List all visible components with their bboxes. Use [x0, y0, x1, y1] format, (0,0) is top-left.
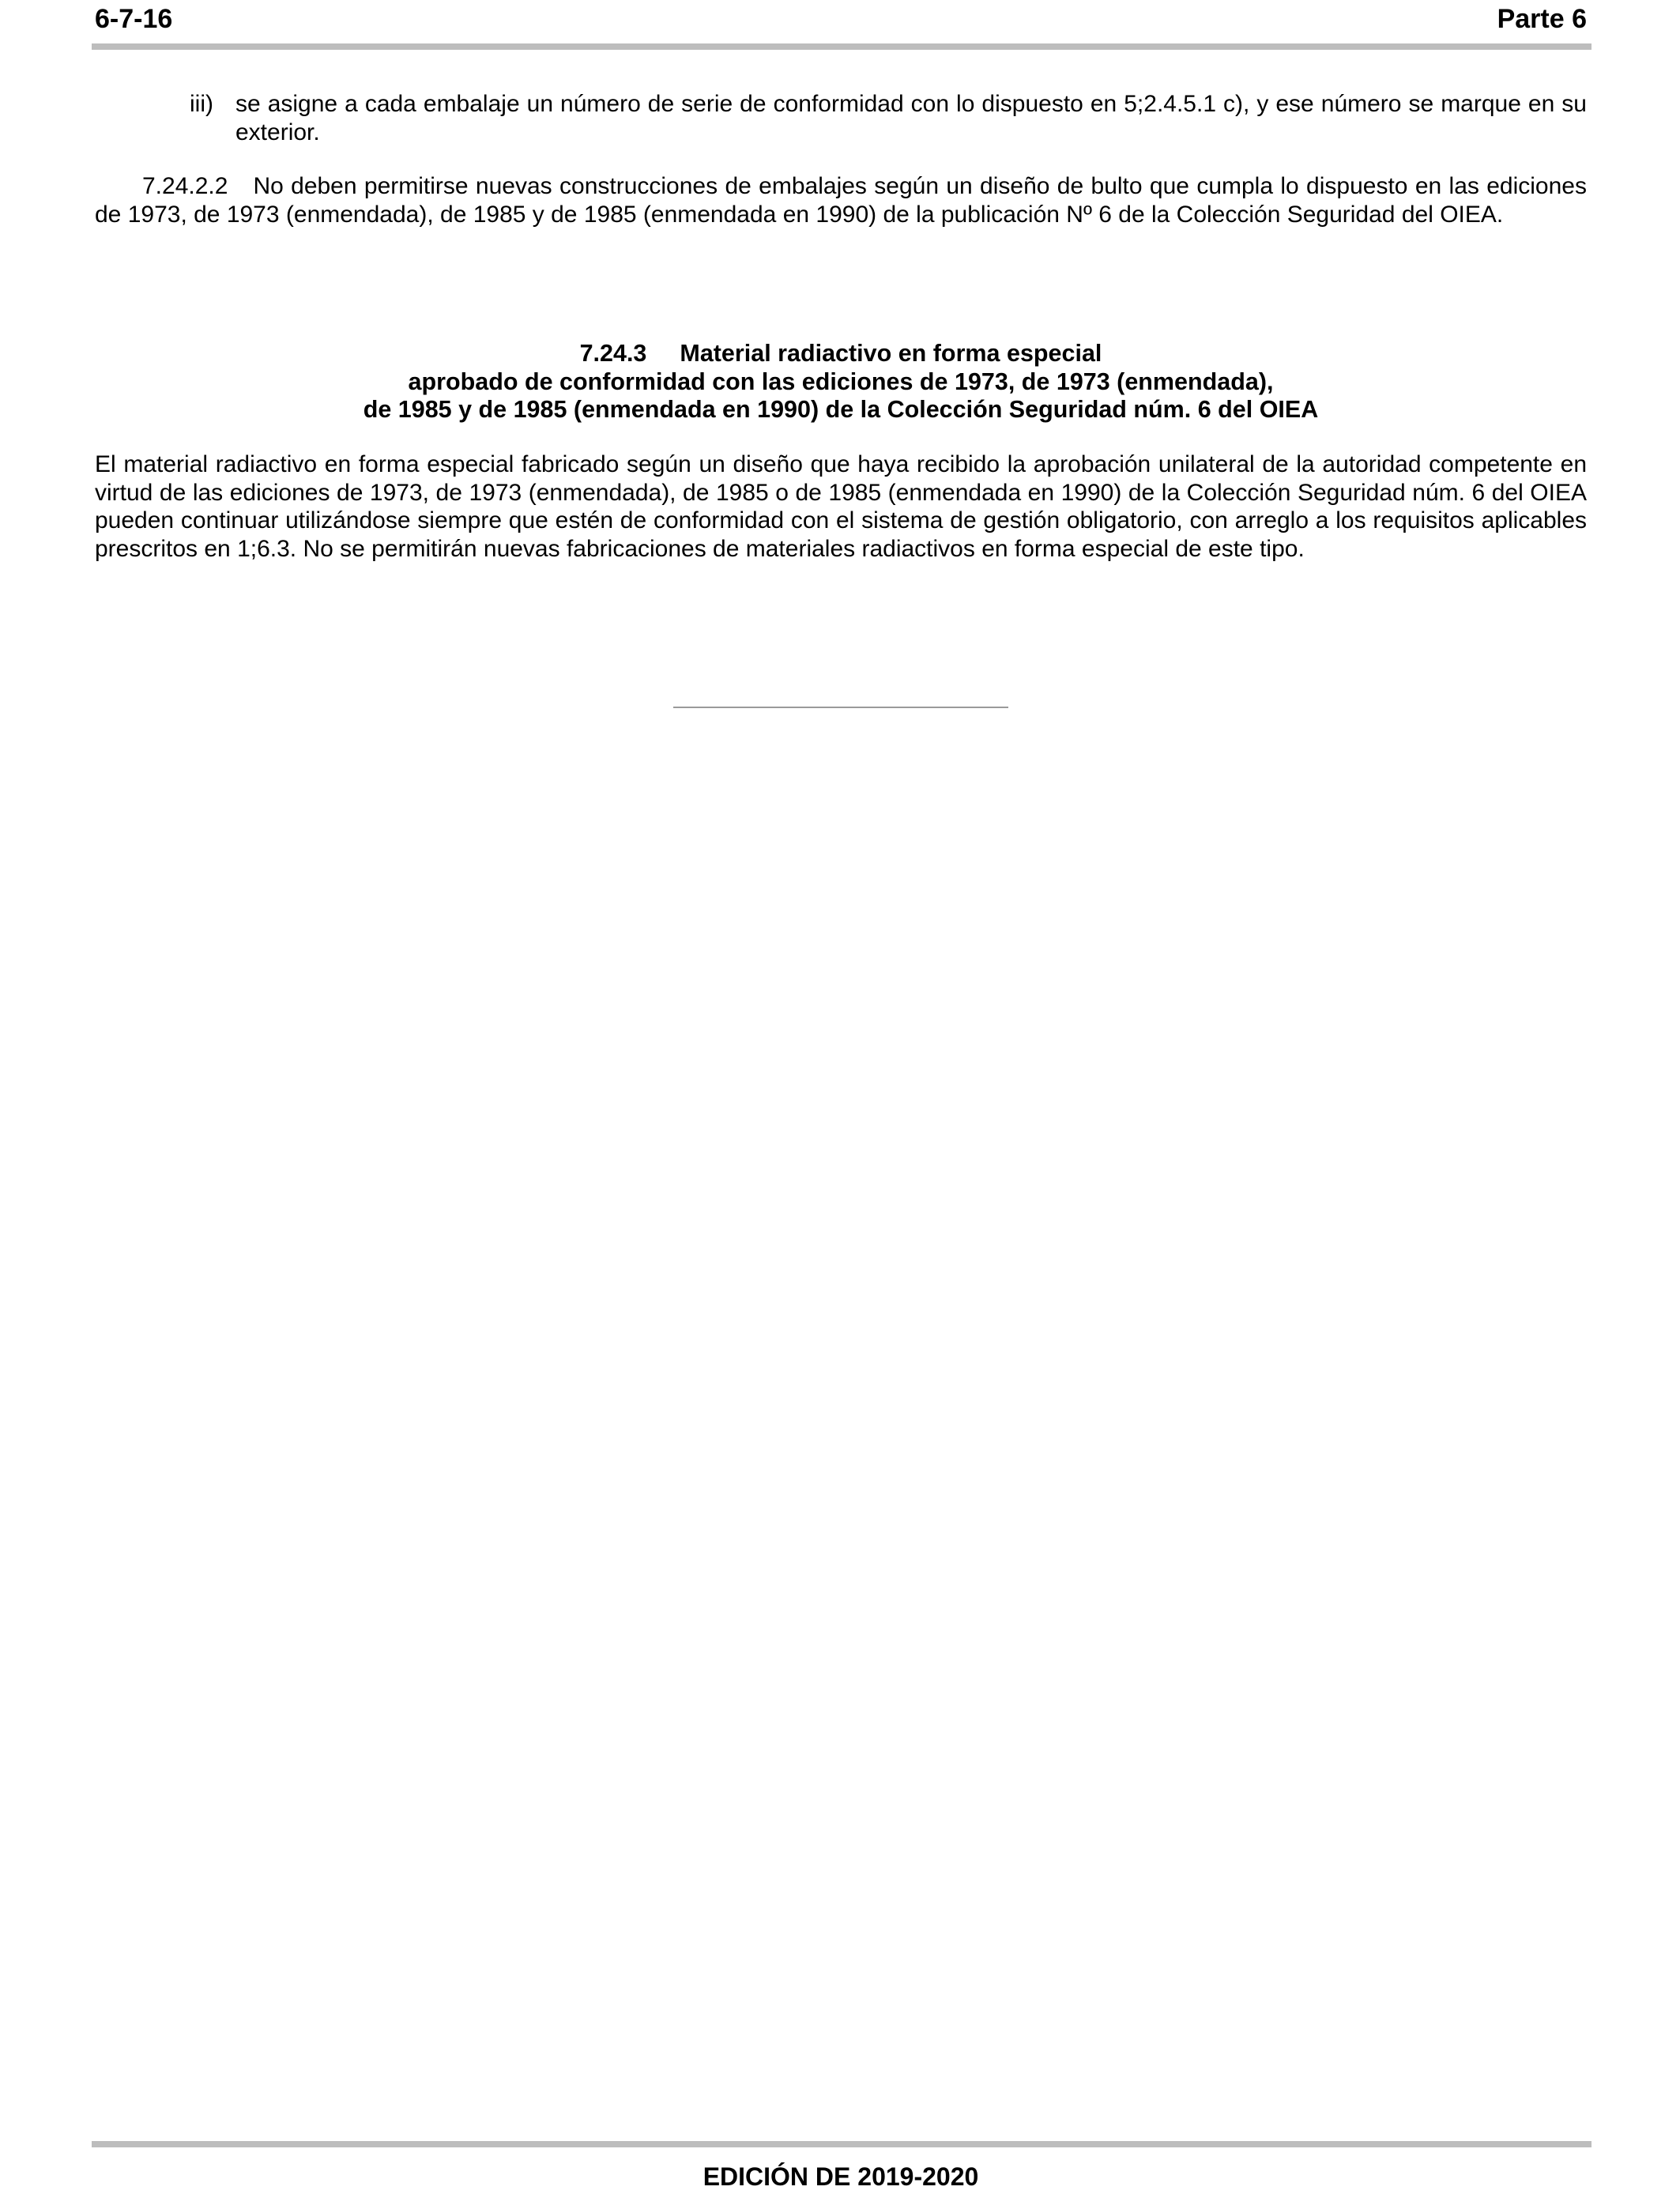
paragraph-text: No deben permitirse nuevas construcciones de embalajes según un diseño de bulto que cumpla lo dispuesto en las ediciones de 1973, de 1973 (enmendada), de 1985 y de 1985 (enmendada en 1990) de la publicación Nº 6 de la Colección Seguridad del OIEA.	[95, 173, 1587, 228]
page-number: 6-7-16	[95, 4, 173, 34]
paragraph-number: 7.24.2.2	[142, 173, 228, 199]
section-heading-7-24-3	[95, 340, 1587, 424]
edition-footer: EDICIÓN DE 2019-2020	[703, 2162, 979, 2191]
list-item-text: se asigne a cada embalaje un número de serie de conformidad con lo dispuesto en 5;2.4.5.1 c), y ese número se marque en su exterior.	[235, 91, 1587, 145]
header-rule	[92, 43, 1591, 50]
section-heading-line-2: aprobado de conformidad con las ediciones de 1973, de 1973 (enmendada),	[408, 368, 1274, 395]
section-number: 7.24.3	[579, 340, 647, 367]
page-header	[95, 0, 1587, 41]
footer-rule	[92, 2141, 1591, 2147]
section-heading-line-3: de 1985 y de 1985 (enmendada en 1990) de la Colección Seguridad núm. 6 del OIEA	[363, 396, 1319, 423]
list-item-number: iii)	[190, 91, 213, 117]
section-heading-line-1	[95, 340, 1587, 368]
paragraph-7-24-3: El material radiactivo en forma especial fabricado según un diseño que haya recibido la aprobación unilateral de la autoridad competente en virtud de las ediciones de 1973, de 1973 (enmendada), de 1985 o de 1985 (enmendada en 1990) de la Colección Seguridad núm. 6 del OIEA pueden continuar utilizándose siempre que estén de conformidad con el sistema de gestión obligatorio, con arreglo a los requisitos aplicables prescritos en 1;6.3. No se permitirán nuevas fabricaciones de materiales radiactivos en forma especial de este tipo.	[95, 451, 1587, 562]
list-item-iii	[190, 90, 1587, 146]
section-title: Material radiactivo en forma especial	[680, 340, 1102, 367]
section-end-rule	[673, 707, 1008, 708]
paragraph-7-24-2-2	[95, 172, 1587, 228]
part-label: Parte 6	[1497, 4, 1587, 34]
